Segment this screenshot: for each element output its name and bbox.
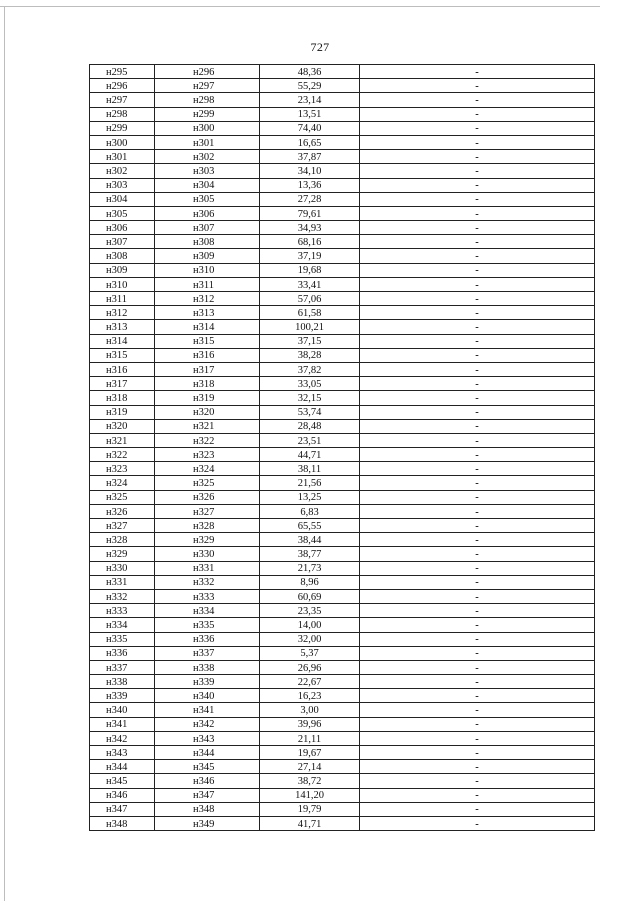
from-point-cell: н297 [90, 93, 155, 107]
from-point-cell: н341 [90, 717, 155, 731]
to-point-cell: н316 [155, 348, 260, 362]
to-point-cell: н336 [155, 632, 260, 646]
to-point-cell: н333 [155, 589, 260, 603]
length-cell: 22,67 [260, 675, 360, 689]
note-cell: - [360, 306, 595, 320]
table-row [90, 150, 595, 164]
table-row [90, 547, 595, 561]
table-row [90, 107, 595, 121]
table-row [90, 746, 595, 760]
to-point-cell: н346 [155, 774, 260, 788]
table-row [90, 405, 595, 419]
from-point-cell: н296 [90, 79, 155, 93]
table-row [90, 731, 595, 745]
from-point-cell: н333 [90, 604, 155, 618]
length-cell: 19,67 [260, 746, 360, 760]
to-point-cell: н320 [155, 405, 260, 419]
table-row [90, 391, 595, 405]
to-point-cell: н337 [155, 646, 260, 660]
to-point-cell: н331 [155, 561, 260, 575]
to-point-cell: н347 [155, 788, 260, 802]
table-row [90, 519, 595, 533]
from-point-cell: н301 [90, 150, 155, 164]
to-point-cell: н340 [155, 689, 260, 703]
length-cell: 19,68 [260, 263, 360, 277]
from-point-cell: н330 [90, 561, 155, 575]
from-point-cell: н308 [90, 249, 155, 263]
length-cell: 23,35 [260, 604, 360, 618]
note-cell: - [360, 802, 595, 816]
note-cell: - [360, 646, 595, 660]
to-point-cell: н300 [155, 121, 260, 135]
to-point-cell: н342 [155, 717, 260, 731]
from-point-cell: н319 [90, 405, 155, 419]
length-cell: 60,69 [260, 589, 360, 603]
boundary-points-table [89, 64, 595, 831]
length-cell: 68,16 [260, 235, 360, 249]
note-cell: - [360, 334, 595, 348]
length-cell: 39,96 [260, 717, 360, 731]
table-row [90, 93, 595, 107]
length-cell: 38,77 [260, 547, 360, 561]
note-cell: - [360, 178, 595, 192]
length-cell: 13,51 [260, 107, 360, 121]
length-cell: 3,00 [260, 703, 360, 717]
table-row [90, 79, 595, 93]
note-cell: - [360, 547, 595, 561]
to-point-cell: н330 [155, 547, 260, 561]
note-cell: - [360, 561, 595, 575]
table-row [90, 675, 595, 689]
table-row [90, 816, 595, 830]
to-point-cell: н311 [155, 277, 260, 291]
from-point-cell: н322 [90, 448, 155, 462]
note-cell: - [360, 221, 595, 235]
table-row [90, 561, 595, 575]
note-cell: - [360, 192, 595, 206]
note-cell: - [360, 504, 595, 518]
table-row [90, 774, 595, 788]
length-cell: 61,58 [260, 306, 360, 320]
note-cell: - [360, 689, 595, 703]
length-cell: 55,29 [260, 79, 360, 93]
length-cell: 27,14 [260, 760, 360, 774]
from-point-cell: н344 [90, 760, 155, 774]
table-row [90, 192, 595, 206]
to-point-cell: н325 [155, 476, 260, 490]
from-point-cell: н307 [90, 235, 155, 249]
from-point-cell: н348 [90, 816, 155, 830]
to-point-cell: н314 [155, 320, 260, 334]
note-cell: - [360, 632, 595, 646]
from-point-cell: н317 [90, 377, 155, 391]
from-point-cell: н325 [90, 490, 155, 504]
to-point-cell: н344 [155, 746, 260, 760]
length-cell: 38,44 [260, 533, 360, 547]
note-cell: - [360, 93, 595, 107]
table-row [90, 362, 595, 376]
length-cell: 34,93 [260, 221, 360, 235]
to-point-cell: н313 [155, 306, 260, 320]
to-point-cell: н341 [155, 703, 260, 717]
table-row [90, 604, 595, 618]
to-point-cell: н310 [155, 263, 260, 277]
length-cell: 48,36 [260, 65, 360, 79]
length-cell: 6,83 [260, 504, 360, 518]
to-point-cell: н321 [155, 419, 260, 433]
note-cell: - [360, 476, 595, 490]
to-point-cell: н308 [155, 235, 260, 249]
length-cell: 21,56 [260, 476, 360, 490]
from-point-cell: н343 [90, 746, 155, 760]
table-row [90, 717, 595, 731]
to-point-cell: н305 [155, 192, 260, 206]
table-row [90, 533, 595, 547]
to-point-cell: н349 [155, 816, 260, 830]
table-row [90, 788, 595, 802]
table-row [90, 504, 595, 518]
note-cell: - [360, 135, 595, 149]
to-point-cell: н335 [155, 618, 260, 632]
from-point-cell: н335 [90, 632, 155, 646]
length-cell: 13,36 [260, 178, 360, 192]
from-point-cell: н305 [90, 206, 155, 220]
length-cell: 21,73 [260, 561, 360, 575]
note-cell: - [360, 746, 595, 760]
note-cell: - [360, 377, 595, 391]
to-point-cell: н327 [155, 504, 260, 518]
note-cell: - [360, 575, 595, 589]
from-point-cell: н332 [90, 589, 155, 603]
table-row [90, 419, 595, 433]
table-row [90, 320, 595, 334]
table-row [90, 575, 595, 589]
length-cell: 34,10 [260, 164, 360, 178]
note-cell: - [360, 816, 595, 830]
length-cell: 8,96 [260, 575, 360, 589]
length-cell: 16,23 [260, 689, 360, 703]
from-point-cell: н328 [90, 533, 155, 547]
to-point-cell: н328 [155, 519, 260, 533]
table-row [90, 689, 595, 703]
from-point-cell: н320 [90, 419, 155, 433]
to-point-cell: н302 [155, 150, 260, 164]
to-point-cell: н312 [155, 292, 260, 306]
from-point-cell: н313 [90, 320, 155, 334]
note-cell: - [360, 675, 595, 689]
page-edge-left [4, 6, 5, 901]
from-point-cell: н303 [90, 178, 155, 192]
from-point-cell: н310 [90, 277, 155, 291]
table-row [90, 164, 595, 178]
table-row [90, 433, 595, 447]
table-row [90, 334, 595, 348]
to-point-cell: н315 [155, 334, 260, 348]
length-cell: 27,28 [260, 192, 360, 206]
table-row [90, 206, 595, 220]
to-point-cell: н317 [155, 362, 260, 376]
length-cell: 37,19 [260, 249, 360, 263]
note-cell: - [360, 348, 595, 362]
from-point-cell: н339 [90, 689, 155, 703]
length-cell: 32,00 [260, 632, 360, 646]
table-row [90, 476, 595, 490]
table-row [90, 703, 595, 717]
note-cell: - [360, 788, 595, 802]
note-cell: - [360, 107, 595, 121]
note-cell: - [360, 419, 595, 433]
note-cell: - [360, 121, 595, 135]
to-point-cell: н304 [155, 178, 260, 192]
to-point-cell: н334 [155, 604, 260, 618]
table-row [90, 760, 595, 774]
length-cell: 79,61 [260, 206, 360, 220]
table-row [90, 277, 595, 291]
note-cell: - [360, 448, 595, 462]
length-cell: 33,05 [260, 377, 360, 391]
table-row [90, 235, 595, 249]
to-point-cell: н345 [155, 760, 260, 774]
table-row [90, 462, 595, 476]
to-point-cell: н306 [155, 206, 260, 220]
from-point-cell: н338 [90, 675, 155, 689]
to-point-cell: н319 [155, 391, 260, 405]
to-point-cell: н329 [155, 533, 260, 547]
note-cell: - [360, 604, 595, 618]
to-point-cell: н332 [155, 575, 260, 589]
length-cell: 13,25 [260, 490, 360, 504]
table-row [90, 306, 595, 320]
length-cell: 37,82 [260, 362, 360, 376]
note-cell: - [360, 206, 595, 220]
note-cell: - [360, 320, 595, 334]
table-row [90, 802, 595, 816]
table-row [90, 348, 595, 362]
length-cell: 37,15 [260, 334, 360, 348]
from-point-cell: н345 [90, 774, 155, 788]
note-cell: - [360, 490, 595, 504]
to-point-cell: н322 [155, 433, 260, 447]
from-point-cell: н327 [90, 519, 155, 533]
length-cell: 33,41 [260, 277, 360, 291]
from-point-cell: н309 [90, 263, 155, 277]
note-cell: - [360, 292, 595, 306]
table-row [90, 121, 595, 135]
note-cell: - [360, 731, 595, 745]
from-point-cell: н318 [90, 391, 155, 405]
page-edge-top [0, 6, 600, 7]
length-cell: 44,71 [260, 448, 360, 462]
table-row [90, 660, 595, 674]
from-point-cell: н306 [90, 221, 155, 235]
from-point-cell: н323 [90, 462, 155, 476]
to-point-cell: н339 [155, 675, 260, 689]
note-cell: - [360, 760, 595, 774]
length-cell: 65,55 [260, 519, 360, 533]
length-cell: 38,72 [260, 774, 360, 788]
from-point-cell: н316 [90, 362, 155, 376]
note-cell: - [360, 362, 595, 376]
length-cell: 38,11 [260, 462, 360, 476]
note-cell: - [360, 618, 595, 632]
length-cell: 41,71 [260, 816, 360, 830]
note-cell: - [360, 462, 595, 476]
length-cell: 26,96 [260, 660, 360, 674]
from-point-cell: н312 [90, 306, 155, 320]
table-row [90, 448, 595, 462]
note-cell: - [360, 79, 595, 93]
table-row [90, 178, 595, 192]
note-cell: - [360, 533, 595, 547]
from-point-cell: н314 [90, 334, 155, 348]
from-point-cell: н329 [90, 547, 155, 561]
page-number: 727 [310, 40, 330, 54]
from-point-cell: н300 [90, 135, 155, 149]
length-cell: 16,65 [260, 135, 360, 149]
from-point-cell: н298 [90, 107, 155, 121]
from-point-cell: н302 [90, 164, 155, 178]
note-cell: - [360, 717, 595, 731]
table-row [90, 221, 595, 235]
from-point-cell: н347 [90, 802, 155, 816]
to-point-cell: н318 [155, 377, 260, 391]
note-cell: - [360, 660, 595, 674]
note-cell: - [360, 150, 595, 164]
from-point-cell: н295 [90, 65, 155, 79]
table-row [90, 292, 595, 306]
length-cell: 74,40 [260, 121, 360, 135]
from-point-cell: н337 [90, 660, 155, 674]
note-cell: - [360, 277, 595, 291]
note-cell: - [360, 405, 595, 419]
length-cell: 37,87 [260, 150, 360, 164]
from-point-cell: н342 [90, 731, 155, 745]
note-cell: - [360, 774, 595, 788]
length-cell: 38,28 [260, 348, 360, 362]
length-cell: 19,79 [260, 802, 360, 816]
length-cell: 14,00 [260, 618, 360, 632]
table-row [90, 249, 595, 263]
to-point-cell: н348 [155, 802, 260, 816]
table-body [90, 65, 595, 831]
note-cell: - [360, 391, 595, 405]
from-point-cell: н326 [90, 504, 155, 518]
length-cell: 5,37 [260, 646, 360, 660]
table-row [90, 490, 595, 504]
note-cell: - [360, 164, 595, 178]
note-cell: - [360, 433, 595, 447]
length-cell: 21,11 [260, 731, 360, 745]
length-cell: 23,51 [260, 433, 360, 447]
note-cell: - [360, 235, 595, 249]
length-cell: 57,06 [260, 292, 360, 306]
note-cell: - [360, 65, 595, 79]
length-cell: 53,74 [260, 405, 360, 419]
note-cell: - [360, 263, 595, 277]
to-point-cell: н297 [155, 79, 260, 93]
to-point-cell: н324 [155, 462, 260, 476]
note-cell: - [360, 519, 595, 533]
from-point-cell: н299 [90, 121, 155, 135]
note-cell: - [360, 589, 595, 603]
from-point-cell: н334 [90, 618, 155, 632]
to-point-cell: н326 [155, 490, 260, 504]
from-point-cell: н340 [90, 703, 155, 717]
length-cell: 100,21 [260, 320, 360, 334]
length-cell: 28,48 [260, 419, 360, 433]
note-cell: - [360, 703, 595, 717]
to-point-cell: н301 [155, 135, 260, 149]
from-point-cell: н346 [90, 788, 155, 802]
from-point-cell: н311 [90, 292, 155, 306]
table-row [90, 377, 595, 391]
table-row [90, 618, 595, 632]
to-point-cell: н338 [155, 660, 260, 674]
to-point-cell: н323 [155, 448, 260, 462]
table-row [90, 65, 595, 79]
table-row [90, 263, 595, 277]
from-point-cell: н304 [90, 192, 155, 206]
from-point-cell: н331 [90, 575, 155, 589]
table-row [90, 632, 595, 646]
table-row [90, 646, 595, 660]
length-cell: 23,14 [260, 93, 360, 107]
to-point-cell: н299 [155, 107, 260, 121]
length-cell: 32,15 [260, 391, 360, 405]
length-cell: 141,20 [260, 788, 360, 802]
from-point-cell: н324 [90, 476, 155, 490]
from-point-cell: н321 [90, 433, 155, 447]
to-point-cell: н298 [155, 93, 260, 107]
to-point-cell: н343 [155, 731, 260, 745]
note-cell: - [360, 249, 595, 263]
to-point-cell: н296 [155, 65, 260, 79]
from-point-cell: н336 [90, 646, 155, 660]
to-point-cell: н309 [155, 249, 260, 263]
to-point-cell: н303 [155, 164, 260, 178]
table-row [90, 135, 595, 149]
to-point-cell: н307 [155, 221, 260, 235]
from-point-cell: н315 [90, 348, 155, 362]
table-row [90, 589, 595, 603]
